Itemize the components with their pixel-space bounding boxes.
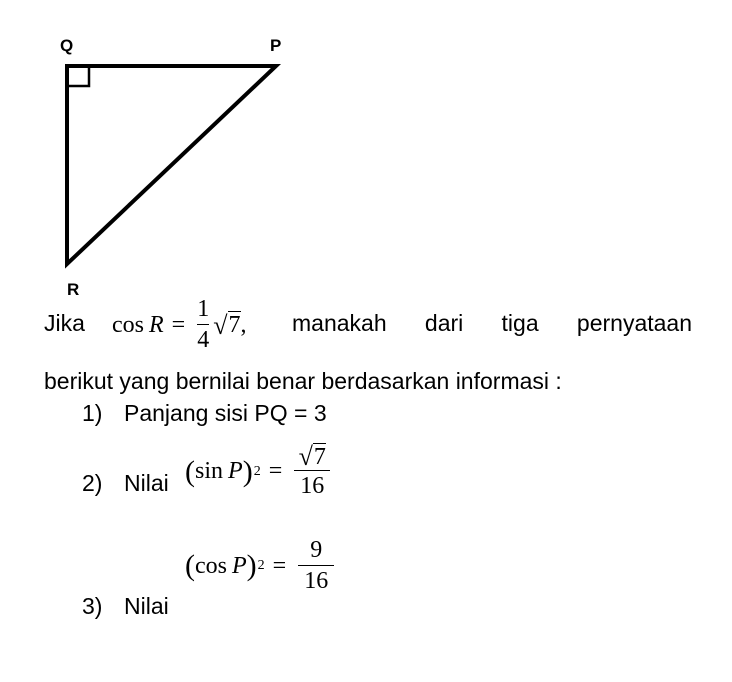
open-paren: (	[185, 549, 195, 583]
fraction-9-over-16	[298, 537, 334, 595]
close-paren: )	[246, 549, 257, 583]
fraction-denominator: 16	[294, 470, 330, 501]
sqrt-seven	[213, 311, 240, 338]
equals-sign: =	[171, 311, 186, 338]
question-line1-rest: manakah dari tiga pernyataan	[292, 310, 692, 336]
sin-p-squared-expression	[185, 443, 334, 501]
fraction-sqrt7-over-16	[294, 443, 330, 501]
statement-2-number: 2)	[82, 470, 103, 496]
statement-1-text: Panjang sisi PQ = 3	[124, 400, 327, 426]
radical-sign: √	[213, 310, 228, 340]
cos-function: cos	[195, 552, 227, 579]
comma: ,	[240, 311, 247, 338]
equals-sign: =	[268, 458, 283, 485]
statement-3-number: 3)	[82, 593, 103, 619]
statement-1-number: 1)	[82, 400, 103, 426]
fraction-numerator: 9	[310, 537, 323, 563]
radicand: 7	[228, 312, 241, 339]
var-p: P	[232, 552, 247, 579]
jika-text: Jika	[44, 310, 85, 336]
vertex-label-p: P	[270, 36, 282, 55]
exponent: 2	[253, 463, 261, 479]
exponent: 2	[257, 558, 265, 574]
right-triangle-diagram	[0, 0, 732, 300]
var-r: R	[149, 311, 164, 338]
sin-function: sin	[195, 458, 224, 485]
cos-p-squared-expression	[185, 537, 338, 595]
cos-r-expression	[112, 296, 247, 354]
open-paren: (	[185, 454, 195, 488]
fraction-numerator	[299, 443, 326, 470]
fraction-one-quarter	[197, 296, 209, 354]
fraction-denominator: 16	[298, 565, 334, 596]
fraction-numerator: 1	[197, 296, 210, 322]
statement-3-label: Nilai	[124, 593, 169, 619]
question-line2: berikut yang bernilai benar berdasarkan informasi :	[44, 368, 562, 394]
cos-function: cos	[112, 311, 144, 338]
triangle-pqr	[67, 66, 276, 264]
radicand: 7	[313, 444, 326, 470]
equals-sign: =	[272, 552, 287, 579]
var-p: P	[228, 458, 243, 485]
right-angle-marker	[67, 66, 89, 86]
vertex-label-r: R	[67, 280, 80, 299]
statement-2-label: Nilai	[124, 470, 169, 496]
close-paren: )	[242, 454, 253, 488]
fraction-denominator: 4	[197, 324, 209, 355]
radical-sign: √	[298, 442, 313, 472]
vertex-label-q: Q	[60, 36, 74, 55]
